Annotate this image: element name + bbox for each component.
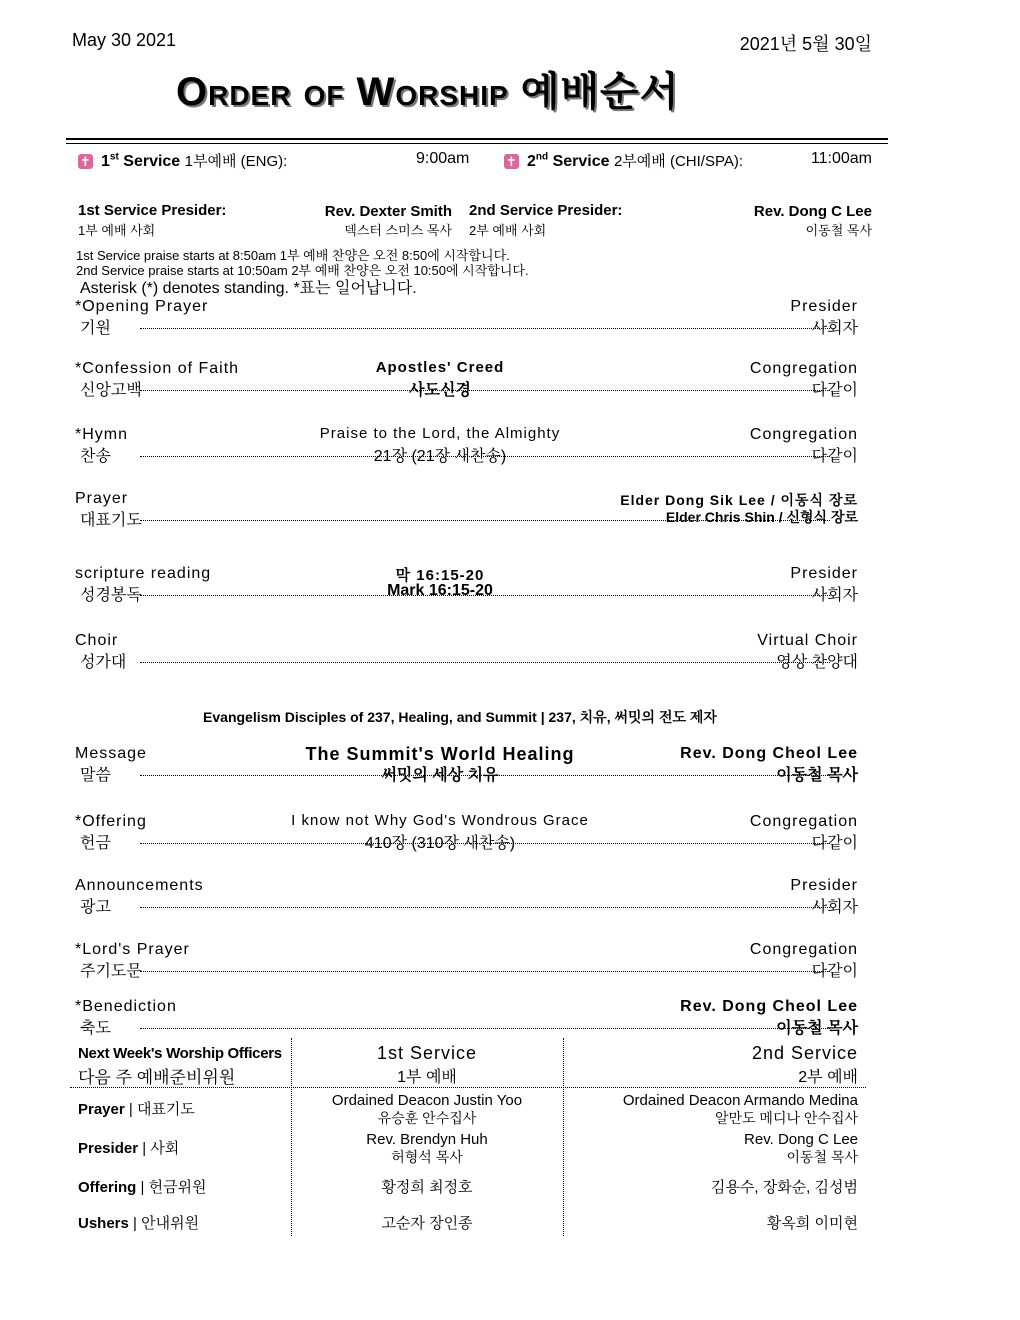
order-item-right: Presider <box>790 298 858 315</box>
order-item-right-kr: 영상 찬양대 <box>776 654 858 671</box>
date-korean: 2021년 5월 30일 <box>739 34 872 54</box>
officer-second-kr: 이동철 목사 <box>786 1149 858 1165</box>
officer-first: 황정희 최정호 <box>381 1179 473 1196</box>
order-item-center-kr: 사도신경 <box>409 382 471 399</box>
order-item-center-kr: Mark 16:15-20 <box>387 582 493 599</box>
officer-first-kr: 유승훈 안수집사 <box>377 1110 477 1126</box>
order-item-right: Rev. Dong Cheol Lee <box>680 745 858 762</box>
order-item-right-kr: 이동철 목사 <box>776 767 858 784</box>
second-presider-name-kr: 이동철 목사 <box>805 223 872 238</box>
second-presider-label-kr: 2부 예배 사회 <box>469 223 547 238</box>
officer-first: Ordained Deacon Justin Yoo <box>331 1092 523 1109</box>
order-item-label: scripture reading <box>75 565 212 582</box>
order-item-label-kr: 헌금 <box>80 835 111 852</box>
order-item-label: Prayer <box>75 490 129 507</box>
order-item-right-kr: Elder Chris Shin / 신형식 장로 <box>665 509 858 525</box>
order-item-right-kr: 사회자 <box>811 320 858 337</box>
officer-role: Ushers | 안내위원 <box>78 1215 200 1232</box>
dotted-leader <box>140 1028 830 1029</box>
second-service-line: ✝ 2nd Service 2부예배 (CHI/SPA): <box>504 150 743 171</box>
second-service-time: 11:00am <box>810 150 872 167</box>
second-presider-name: Rev. Dong C Lee <box>753 203 872 220</box>
order-item-label: Choir <box>75 632 119 649</box>
order-item-right: Presider <box>790 877 858 894</box>
dotted-leader <box>140 907 830 908</box>
order-item-center: Apostles' Creed <box>375 359 505 376</box>
order-item-right: Elder Dong Sik Lee / 이동식 장로 <box>620 492 858 508</box>
dotted-leader <box>140 662 830 663</box>
order-item-label: *Opening Prayer <box>75 298 209 315</box>
order-item-label-kr: 성경봉독 <box>80 587 142 604</box>
order-item-center: 막 16:15-20 <box>395 567 485 584</box>
order-item-center-kr: 21장 (21장 새찬송) <box>373 448 507 465</box>
order-item-right-kr: 다같이 <box>811 835 858 852</box>
order-item-label: Announcements <box>75 877 204 894</box>
order-item-label: Message <box>75 745 147 762</box>
standing-note: Asterisk (*) denotes standing. *표는 일어납니다. <box>80 280 417 297</box>
officers-heading: Next Week's Worship Officers <box>78 1045 282 1062</box>
officers-heading-kr: 다음 주 예배준비위원 <box>78 1068 236 1087</box>
order-item-label: *Lord's Prayer <box>75 941 190 958</box>
first-presider-label: 1st Service Presider: <box>78 202 227 219</box>
order-item-right-kr: 사회자 <box>811 899 858 916</box>
officers-col1-heading-kr: 1부 예배 <box>397 1069 457 1086</box>
order-item-label: *Benediction <box>75 998 177 1015</box>
order-item-label-kr: 성가대 <box>80 654 127 671</box>
date-english: May 30 2021 <box>72 30 177 50</box>
order-item-label: *Hymn <box>75 426 129 443</box>
officers-col1-heading: 1st Service <box>376 1043 478 1063</box>
officers-col-line-2 <box>563 1038 564 1236</box>
officers-col2-heading-kr: 2부 예배 <box>798 1069 858 1086</box>
order-item-right-kr: 다같이 <box>811 382 858 399</box>
praise-note-2: 2nd Service praise starts at 10:50am 2부 예배 찬양은 오전 10:50에 시작합니다. <box>76 263 529 278</box>
order-item-right: Congregation <box>749 941 858 958</box>
praise-note-1: 1st Service praise starts at 8:50am 1부 예배 찬양은 오전 8:50에 시작합니다. <box>76 248 510 263</box>
officer-second: 김용수, 장화순, 김성범 <box>710 1179 858 1196</box>
order-item-right: Congregation <box>749 360 858 377</box>
order-item-center-kr: 410장 (310장 새찬송) <box>364 835 516 852</box>
second-presider-label: 2nd Service Presider: <box>469 202 623 219</box>
order-item-right: Congregation <box>749 426 858 443</box>
order-item-label-kr: 대표기도 <box>80 512 142 529</box>
order-item-center: Praise to the Lord, the Almighty <box>319 425 561 442</box>
order-item-center: I know not Why God's Wondrous Grace <box>291 812 589 829</box>
order-item-right: Congregation <box>749 813 858 830</box>
sermon-series: Evangelism Disciples of 237, Healing, and Summit | 237, 치유, 써밋의 전도 제자 <box>203 709 717 725</box>
order-item-center-kr: 써밋의 세상 치유 <box>381 767 499 784</box>
officer-second: Ordained Deacon Armando Medina <box>622 1092 858 1109</box>
officer-second: 황옥희 이미현 <box>766 1215 858 1232</box>
header-rule-top <box>66 138 888 140</box>
order-item-label-kr: 신앙고백 <box>80 382 142 399</box>
order-item-label-kr: 기원 <box>80 320 111 337</box>
order-item-label-kr: 말씀 <box>80 767 111 784</box>
officer-first: Rev. Brendyn Huh <box>366 1131 488 1148</box>
officer-role: Presider | 사회 <box>78 1140 180 1157</box>
order-item-right-kr: 다같이 <box>811 963 858 980</box>
first-service-time: 9:00am <box>416 150 470 167</box>
order-item-label-kr: 찬송 <box>80 448 111 465</box>
order-item-right-kr: 이동철 목사 <box>776 1020 858 1037</box>
officers-divider <box>70 1087 866 1088</box>
officer-second-kr: 알만도 메디나 안수집사 <box>714 1110 858 1126</box>
order-item-label: *Offering <box>75 813 147 830</box>
order-item-right-kr: 사회자 <box>811 587 858 604</box>
cross-icon: ✝ <box>78 154 93 169</box>
order-item-label-kr: 축도 <box>80 1020 111 1037</box>
order-item-label: *Confession of Faith <box>75 360 240 377</box>
order-item-center: The Summit's World Healing <box>305 744 575 764</box>
order-item-right-kr: 다같이 <box>811 448 858 465</box>
officer-first-kr: 허형석 목사 <box>391 1149 463 1165</box>
order-item-label-kr: 광고 <box>80 899 111 916</box>
page-title: Order of Worship 예배순서 <box>176 70 680 114</box>
order-item-right: Rev. Dong Cheol Lee <box>680 998 858 1015</box>
officer-second: Rev. Dong C Lee <box>744 1131 858 1148</box>
officers-col2-heading: 2nd Service <box>751 1043 858 1063</box>
order-item-right: Presider <box>790 565 858 582</box>
dotted-leader <box>140 971 830 972</box>
officer-role: Prayer | 대표기도 <box>78 1101 195 1118</box>
header-rule-bottom <box>66 143 888 144</box>
first-presider-name-kr: 덱스터 스미스 목사 <box>344 223 452 238</box>
dotted-leader <box>140 328 830 329</box>
first-presider-name: Rev. Dexter Smith <box>324 203 452 220</box>
officer-role: Offering | 헌금위원 <box>78 1179 207 1196</box>
order-item-right: Virtual Choir <box>757 632 858 649</box>
cross-icon: ✝ <box>504 154 519 169</box>
officer-first: 고순자 장인종 <box>381 1215 473 1232</box>
order-item-label-kr: 주기도문 <box>80 963 142 980</box>
first-presider-label-kr: 1부 예배 사회 <box>78 223 156 238</box>
first-service-line: ✝ 1st Service 1부예배 (ENG): <box>78 150 287 171</box>
